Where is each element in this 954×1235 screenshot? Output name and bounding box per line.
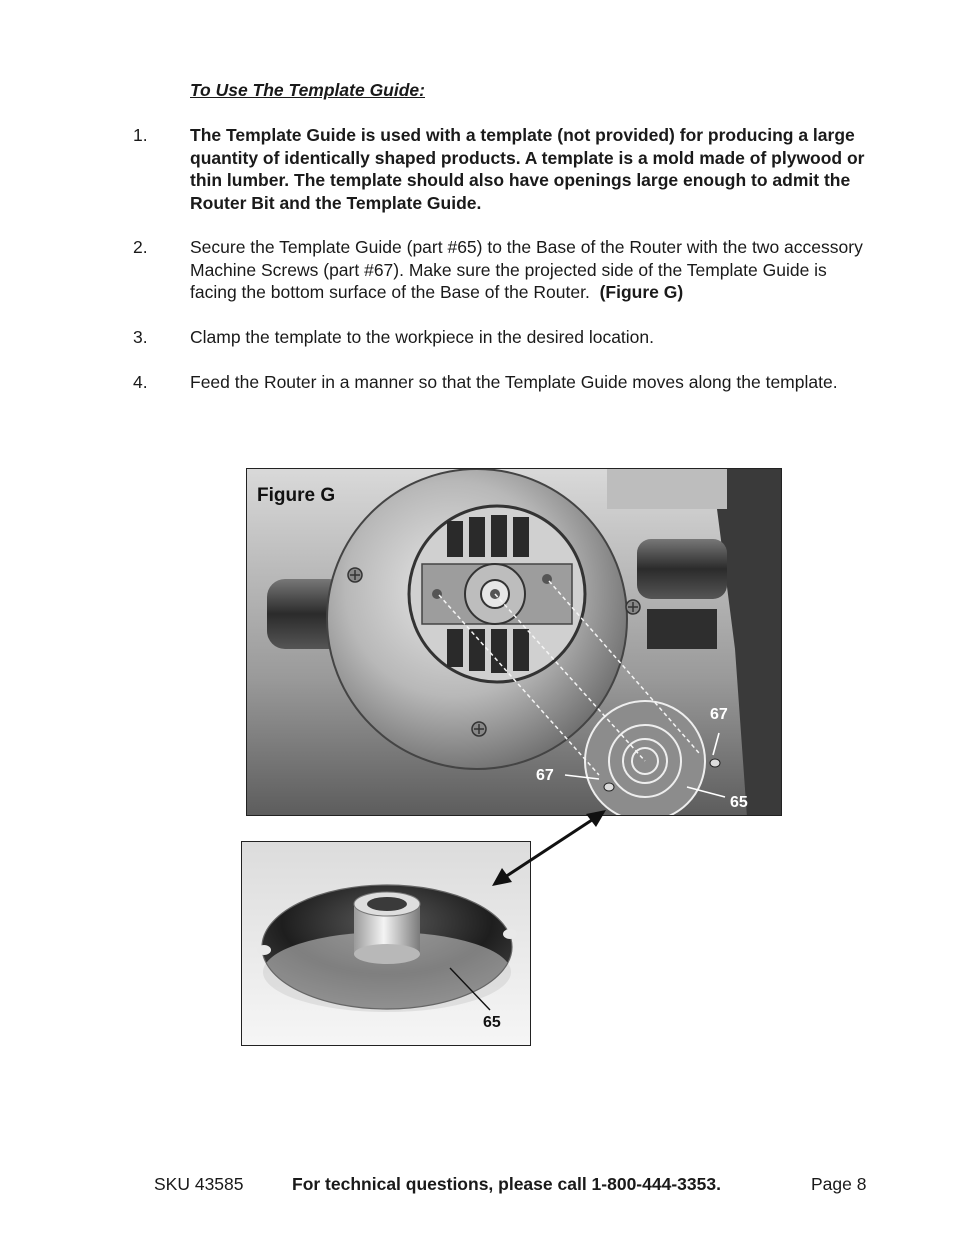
step-text: The Template Guide is used with a template (not provided) for producing a large quantity of identically shaped products. A template is a mold made of plywood or thin lumber. The template should also have openings large enough to admit the Router Bit and the Template Guide. <box>190 125 865 213</box>
callout-screw-left: 67 <box>536 767 554 784</box>
step-2 <box>133 236 873 304</box>
figure-reference: (Figure G) <box>599 282 684 303</box>
footer-page-number: Page 8 <box>811 1174 867 1194</box>
footer-sku: SKU 43585 <box>154 1174 244 1194</box>
step-number: 1. <box>133 125 148 145</box>
figure-g-photo <box>246 468 782 816</box>
template-guide-detail-photo <box>241 841 531 1046</box>
step-text-wrap <box>190 236 873 304</box>
step-text: Clamp the template to the workpiece in the desired location. <box>190 327 655 347</box>
step-text: Feed the Router in a manner so that the Template Guide moves along the template. <box>190 372 838 392</box>
callout-screw-right: 67 <box>710 706 728 723</box>
step-4 <box>133 371 873 394</box>
callout-guide-detail: 65 <box>483 1014 501 1031</box>
step-number: 4. <box>133 372 148 392</box>
router-base-illustration <box>247 469 782 816</box>
step-number: 2. <box>133 237 148 257</box>
step-number: 3. <box>133 327 148 347</box>
step-3 <box>133 326 873 349</box>
step-text: Secure the Template Guide (part #65) to the Base of the Router with the two accessory Machine Screws (part #67). Make sure the projected side of the Template Guide is facing the bottom surface of the Base of the Router. <box>190 237 863 303</box>
footer-support-text: For technical questions, please call 1-800-444-3353. <box>292 1174 721 1194</box>
figure-title: Figure G <box>257 485 336 506</box>
callout-guide-main: 65 <box>730 794 748 811</box>
section-heading: To Use The Template Guide: <box>190 80 425 100</box>
step-1 <box>133 124 873 214</box>
